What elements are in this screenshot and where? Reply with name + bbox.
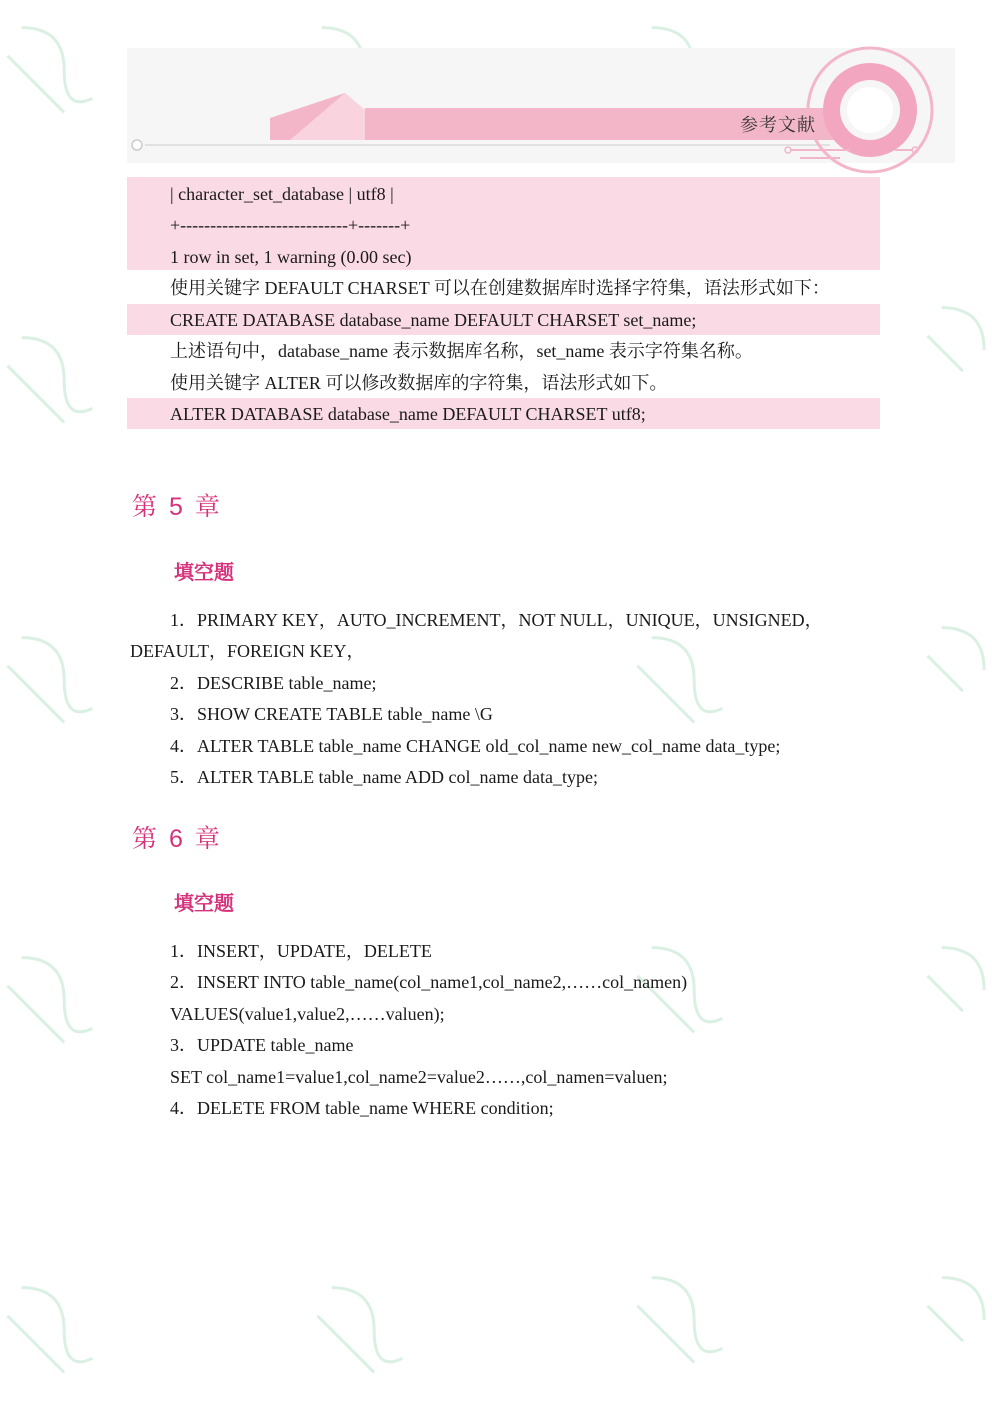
answer-line: VALUES(value1,value2,……valuen); xyxy=(170,1004,445,1024)
answer-line: 2．DESCRIBE table_name; xyxy=(170,673,377,693)
answer-line: 4．DELETE FROM table_name WHERE condition; xyxy=(170,1098,554,1118)
chapter-number: 6 xyxy=(168,825,185,853)
chapter-prefix: 第 xyxy=(132,492,160,521)
answer-line: 5．ALTER TABLE table_name ADD col_name data_type; xyxy=(170,767,598,787)
watermark-logo xyxy=(892,912,992,1068)
watermark-logo xyxy=(0,1252,128,1408)
section-heading: 填空题 xyxy=(174,891,234,915)
watermark-logo xyxy=(892,592,992,748)
code-line: ALTER DATABASE database_name DEFAULT CHARSET utf8; xyxy=(170,404,646,424)
answer-line: 2．INSERT INTO table_name(col_name1,col_name2,……col_namen) xyxy=(170,972,688,992)
watermark-logo xyxy=(282,1252,438,1408)
answer-line: 3．UPDATE table_name xyxy=(170,1035,354,1055)
chapter-suffix: 章 xyxy=(194,824,222,853)
chapter-number: 5 xyxy=(168,493,185,521)
answer-line: SET col_name1=value1,col_name2=value2……,col_namen=valuen; xyxy=(170,1067,668,1087)
section-heading: 填空题 xyxy=(174,560,234,584)
answer-line: 4．ALTER TABLE table_name CHANGE old_col_name new_col_name data_type; xyxy=(170,736,781,756)
page-header xyxy=(0,0,992,175)
watermark-logo xyxy=(892,1242,992,1398)
paragraph: 上述语句中，database_name 表示数据库名称，set_name 表示字符集名称。 xyxy=(170,341,753,361)
watermark-logo xyxy=(892,272,992,428)
chapter-5-heading xyxy=(132,487,222,523)
header-decoration xyxy=(0,0,992,175)
answer-line: 1．PRIMARY KEY，AUTO_INCREMENT，NOT NULL，UNIQUE，UNSIGNED， xyxy=(170,610,823,630)
paragraph: 使用关键字 DEFAULT CHARSET 可以在创建数据库时选择字符集，语法形式如下： xyxy=(170,278,830,298)
chapter-6-heading xyxy=(132,819,222,855)
watermark-logo xyxy=(0,602,128,758)
chapter-prefix: 第 xyxy=(132,824,160,853)
code-line: CREATE DATABASE database_name DEFAULT CHARSET set_name; xyxy=(170,310,697,330)
watermark-logo xyxy=(0,302,128,458)
code-line: | character_set_database | utf8 | xyxy=(170,184,394,204)
answer-line: 3．SHOW CREATE TABLE table_name \G xyxy=(170,704,493,724)
code-line: +----------------------------+-------+ xyxy=(170,215,411,235)
running-header-title: 参考文献 xyxy=(740,115,816,135)
watermark-logo xyxy=(0,922,128,1078)
paragraph: 使用关键字 ALTER 可以修改数据库的字符集，语法形式如下。 xyxy=(170,373,668,393)
answer-line: 1．INSERT，UPDATE，DELETE xyxy=(170,941,432,961)
chapter-suffix: 章 xyxy=(194,492,222,521)
answer-line: DEFAULT，FOREIGN KEY， xyxy=(130,641,365,661)
watermark-logo xyxy=(602,1242,758,1398)
code-line: 1 row in set, 1 warning (0.00 sec) xyxy=(170,247,412,267)
